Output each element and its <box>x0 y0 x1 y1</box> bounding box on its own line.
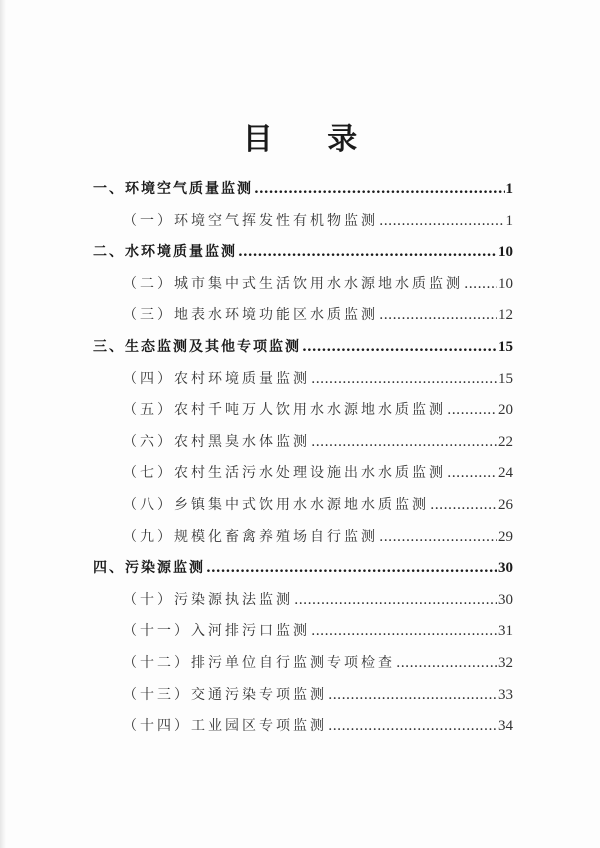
toc-entry-label: （四）农村环境质量监测 <box>123 370 310 387</box>
page-title: 目 录 <box>242 122 380 157</box>
toc-entry-label: （六）农村黑臭水体监测 <box>123 433 310 450</box>
toc-section-entry[interactable] <box>93 557 513 589</box>
toc-page-number: 1 <box>505 181 513 197</box>
toc-entry-label: 三、生态监测及其他专项监测 <box>93 338 301 355</box>
toc-page-number: 15 <box>498 338 513 355</box>
table-of-contents <box>93 178 513 747</box>
toc-page-number: 32 <box>498 654 513 671</box>
toc-entry-label: （五）农村千吨万人饮用水水源地水质监测 <box>123 402 446 419</box>
dot-leader <box>396 655 497 671</box>
toc-subsection-entry[interactable] <box>93 684 513 716</box>
dot-leader <box>447 402 497 418</box>
toc-page-number: 22 <box>498 433 513 450</box>
dot-leader <box>328 687 497 703</box>
toc-page-number: 10 <box>498 244 513 261</box>
toc-entry-label: （十三）交通污染专项监测 <box>123 686 327 703</box>
toc-section-entry[interactable] <box>93 336 513 368</box>
toc-subsection-entry[interactable] <box>93 589 513 621</box>
dot-leader <box>447 465 497 481</box>
toc-page-number: 12 <box>498 307 513 324</box>
toc-page-number: 20 <box>498 402 513 419</box>
toc-page-number: 24 <box>498 465 513 482</box>
dot-leader <box>254 181 505 197</box>
toc-section-entry[interactable] <box>93 178 513 210</box>
dot-leader <box>311 434 497 450</box>
toc-entry-label: （十）污染源执法监测 <box>123 591 293 608</box>
toc-entry-label: 一、环境空气质量监测 <box>93 181 253 197</box>
toc-subsection-entry[interactable] <box>93 494 513 526</box>
toc-entry-label: （九）规模化畜禽养殖场自行监测 <box>123 528 378 545</box>
dot-leader <box>430 497 497 513</box>
toc-entry-label: （一）环境空气挥发性有机物监测 <box>123 212 378 229</box>
dot-leader <box>302 339 497 355</box>
toc-page-number: 33 <box>498 686 513 703</box>
dot-leader <box>464 276 497 292</box>
dot-leader <box>379 307 497 323</box>
toc-entry-label: （八）乡镇集中式饮用水水源地水质监测 <box>123 496 429 513</box>
dot-leader <box>328 718 497 734</box>
toc-page-number: 15 <box>498 370 513 387</box>
toc-entry-label: 四、污染源监测 <box>93 560 205 577</box>
toc-entry-label: （十四）工业园区专项监测 <box>123 718 327 735</box>
toc-page-number: 34 <box>498 718 513 735</box>
dot-leader <box>294 592 497 608</box>
toc-page-number: 29 <box>498 528 513 545</box>
toc-section-entry[interactable] <box>93 241 513 273</box>
toc-subsection-entry[interactable] <box>93 304 513 336</box>
toc-page-number: 26 <box>498 496 513 513</box>
dot-leader <box>311 623 497 639</box>
toc-page-number: 10 <box>498 275 513 292</box>
toc-entry-label: （二）城市集中式生活饮用水水源地水质监测 <box>123 275 463 292</box>
toc-subsection-entry[interactable] <box>93 273 513 305</box>
toc-subsection-entry[interactable] <box>93 715 513 747</box>
toc-subsection-entry[interactable] <box>93 431 513 463</box>
toc-entry-label: （十一）入河排污口监测 <box>123 623 310 640</box>
toc-entry-label: 二、水环境质量监测 <box>93 244 237 261</box>
toc-subsection-entry[interactable] <box>93 462 513 494</box>
toc-page-number: 30 <box>498 591 513 608</box>
dot-leader <box>206 560 497 576</box>
toc-subsection-entry[interactable] <box>93 368 513 400</box>
toc-subsection-entry[interactable] <box>93 620 513 652</box>
toc-entry-label: （七）农村生活污水处理设施出水水质监测 <box>123 465 446 482</box>
toc-subsection-entry[interactable] <box>93 526 513 558</box>
toc-subsection-entry[interactable] <box>93 399 513 431</box>
toc-entry-label: （十二）排污单位自行监测专项检查 <box>123 654 395 671</box>
toc-page-number: 31 <box>498 623 513 640</box>
toc-page-number: 1 <box>505 212 513 229</box>
dot-leader <box>379 213 505 229</box>
toc-subsection-entry[interactable] <box>93 210 513 242</box>
dot-leader <box>238 244 497 260</box>
toc-subsection-entry[interactable] <box>93 652 513 684</box>
toc-entry-label: （三）地表水环境功能区水质监测 <box>123 307 378 324</box>
dot-leader <box>311 371 497 387</box>
toc-page-number: 30 <box>498 560 513 577</box>
dot-leader <box>379 529 497 545</box>
